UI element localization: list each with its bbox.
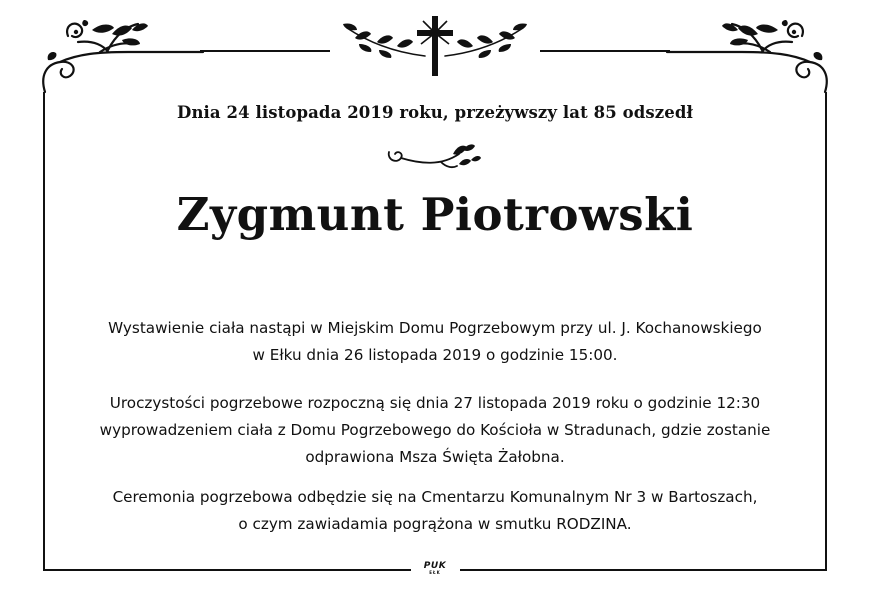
paragraph-ceremony: [60, 390, 810, 471]
paragraph-line: odprawiona Msza Święta Żałobna.: [305, 448, 565, 466]
logo-main-text: PUK: [423, 561, 447, 571]
deceased-name: Zygmunt Piotrowski: [176, 188, 694, 241]
paragraph-line: wyprowadzeniem ciała z Domu Pogrzebowego do Kościoła w Stradunach, gdzie zostanie: [99, 421, 771, 439]
notice-intro: Dnia 24 listopada 2019 roku, przeżywszy lat 85 odszedł: [177, 103, 693, 122]
paragraph-viewing: [60, 315, 810, 369]
paragraph-line: Uroczystości pogrzebowe rozpoczną się dnia 27 listopada 2019 roku o godzinie 12:30: [109, 394, 761, 412]
paragraph-burial: [60, 484, 810, 538]
brand-logo: [414, 562, 456, 582]
floral-corner-right-icon: [667, 14, 832, 84]
frame-left-border: [43, 92, 45, 571]
paragraph-line: w Ełku dnia 26 listopada 2019 o godzinie 15:00.: [252, 346, 618, 364]
cross-with-olive-branches-icon: [335, 12, 535, 82]
frame-top-rule-right: [540, 50, 670, 52]
floral-corner-left-icon: [38, 14, 203, 84]
frame-bottom-border-left: [43, 569, 411, 571]
leaf-divider-ornament-icon: [385, 140, 485, 172]
frame-top-rule-left: [200, 50, 330, 52]
logo-sub-text: EŁK: [429, 570, 441, 575]
paragraph-line: Ceremonia pogrzebowa odbędzie się na Cmentarzu Komunalnym Nr 3 w Bartoszach,: [112, 488, 758, 506]
frame-right-border: [825, 92, 827, 571]
frame-bottom-border-right: [460, 569, 827, 571]
paragraph-line: o czym zawiadamia pogrążona w smutku RODZINA.: [238, 515, 632, 533]
paragraph-line: Wystawienie ciała nastąpi w Miejskim Domu Pogrzebowym przy ul. J. Kochanowskiego: [108, 319, 762, 337]
